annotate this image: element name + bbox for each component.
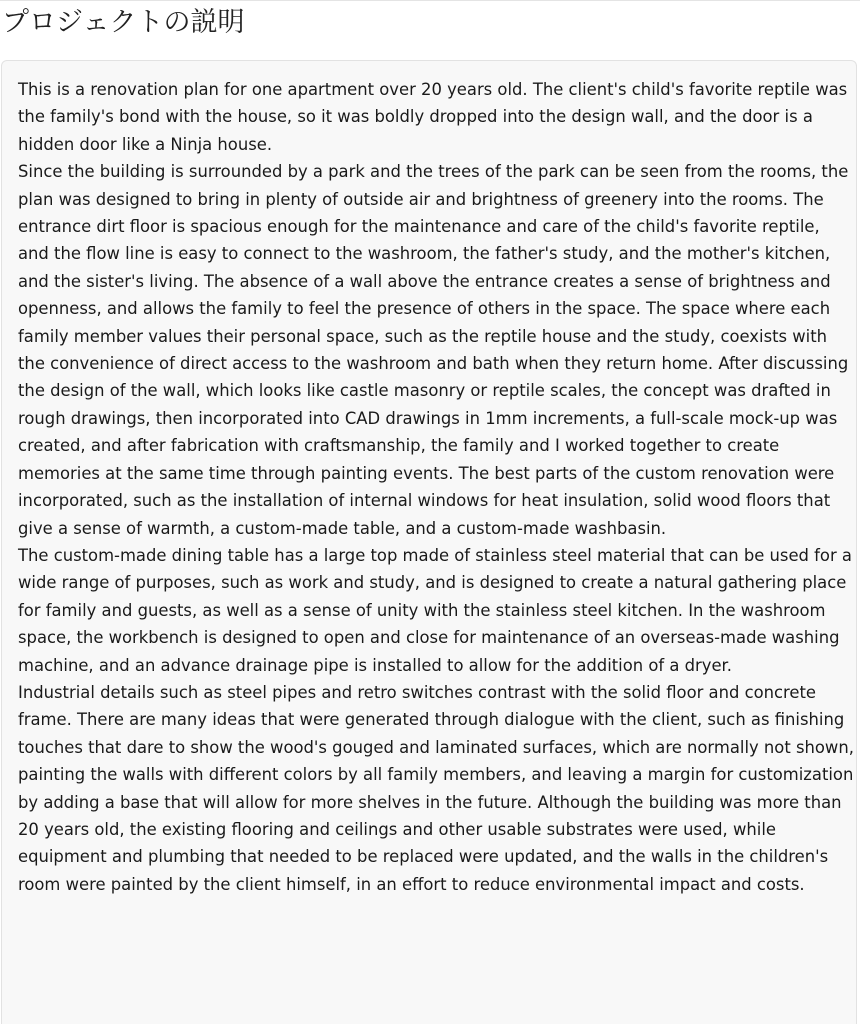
- description-body: [18, 76, 854, 898]
- page-title: プロジェクトの説明: [2, 7, 245, 38]
- description-paragraph-4: Industrial details such as steel pipes and retro switches contrast with the solid floor and concrete frame. There are many ideas that were generated through dialogue with the client, such as finishing touches that dare to show the wood's gouged and laminated surfaces, which are normally not shown, painting the walls with different colors by all family members, and leaving a margin for customization by adding a base that will allow for more shelves in the future. Although the building was more than 20 years old, the existing flooring and ceilings and other usable substrates were used, while equipment and plumbing that needed to be replaced were updated, and the walls in the children's room were painted by the client himself, in an effort to reduce environmental impact and costs.: [18, 682, 854, 894]
- description-paragraph-3: The custom-made dining table has a large top made of stainless steel material that can be used for a wide range of purposes, such as work and study, and is designed to create a natural gathering place for family and guests, as well as a sense of unity with the stainless steel kitchen. In the washroom space, the workbench is designed to open and close for maintenance of an overseas-made washing machine, and an advance drainage pipe is installed to allow for the addition of a dryer.: [18, 545, 852, 675]
- description-paragraph-1: This is a renovation plan for one apartment over 20 years old. The client's child's favorite reptile was the family's bond with the house, so it was boldly dropped into the design wall, and the door is a hidden door like a Ninja house.: [18, 80, 848, 154]
- description-paragraph-2: Since the building is surrounded by a park and the trees of the park can be seen from the rooms, the plan was designed to bring in plenty of outside air and brightness of greenery into the rooms. The entrance dirt floor is spacious enough for the maintenance and care of the child's favorite reptile, and the flow line is easy to connect to the washroom, the father's study, and the mother's kitchen, and the sister's living. The absence of a wall above the entrance creates a sense of brightness and openness, and allows the family to feel the presence of others in the space. The space where each family member values their personal space, such as the reptile house and the study, coexists with the convenience of direct access to the washroom and bath when they return home. After discussing the design of the wall, which looks like castle masonry or reptile scales, the concept was drafted in rough drawings, then incorporated into CAD drawings in 1mm increments, a full-scale mock-up was created, and after fabrication with craftsmanship, the family and I worked together to create memories at the same time through painting events. The best parts of the custom renovation were incorporated, such as the installation of internal windows for heat insulation, solid wood floors that give a sense of warmth, a custom-made table, and a custom-made washbasin.: [18, 162, 849, 538]
- description-panel: [1, 60, 857, 1024]
